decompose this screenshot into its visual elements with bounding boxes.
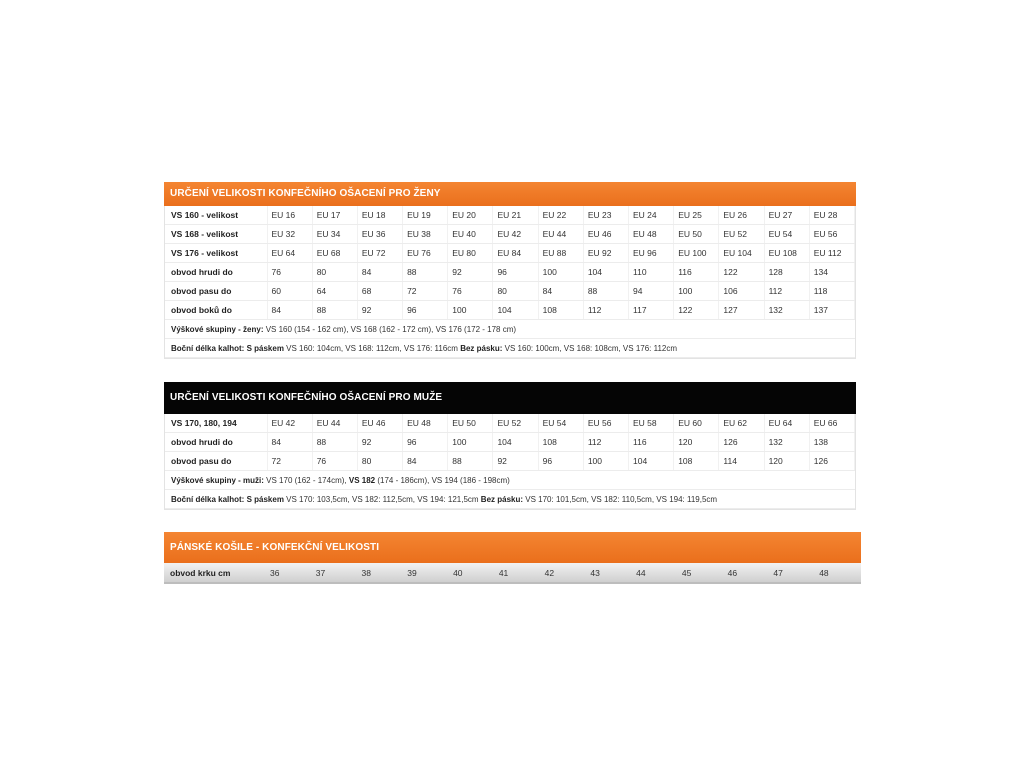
table-cell: 96: [403, 301, 448, 320]
women-table-row: [165, 301, 855, 320]
table-cell: EU 42: [493, 225, 538, 244]
table-cell: 84: [357, 263, 402, 282]
women-trousers-label-belt: Boční délka kalhot: S páskem: [171, 343, 284, 353]
men-trousers-length-row: [165, 490, 855, 509]
table-cell: 137: [809, 301, 854, 320]
table-cell: EU 54: [764, 225, 809, 244]
table-cell: 112: [583, 301, 628, 320]
table-cell: EU 48: [403, 414, 448, 433]
table-cell: 132: [764, 433, 809, 452]
table-cell: EU 104: [719, 244, 764, 263]
table-cell: EU 42: [267, 414, 312, 433]
table-cell: EU 100: [674, 244, 719, 263]
table-cell: 88: [583, 282, 628, 301]
men-height-groups-text2: (174 - 186cm), VS 194 (186 - 198cm): [375, 475, 510, 485]
table-cell: EU 34: [312, 225, 357, 244]
women-trousers-label-nobelt: Bez pásku:: [460, 343, 503, 353]
table-cell: EU 92: [583, 244, 628, 263]
men-height-groups-text1: VS 170 (162 - 174cm),: [263, 475, 349, 485]
row-label: VS 160 - velikost: [165, 206, 267, 225]
table-cell: EU 64: [267, 244, 312, 263]
table-cell: EU 22: [538, 206, 583, 225]
table-cell: 88: [448, 452, 493, 471]
table-cell: 116: [629, 433, 674, 452]
table-cell: EU 19: [403, 206, 448, 225]
women-table-row: [165, 244, 855, 263]
table-cell: 60: [267, 282, 312, 301]
table-cell: EU 36: [357, 225, 402, 244]
women-trousers-length-row: [165, 339, 855, 358]
table-cell: EU 84: [493, 244, 538, 263]
women-height-groups-label: Výškové skupiny - ženy:: [171, 324, 264, 334]
table-cell: EU 46: [357, 414, 402, 433]
men-trousers-text-belt: VS 170: 103,5cm, VS 182: 112,5cm, VS 194: 121,5cm: [283, 494, 481, 504]
table-cell: 46: [724, 563, 770, 583]
table-cell: 122: [719, 263, 764, 282]
table-cell: 134: [809, 263, 854, 282]
women-table-row: [165, 206, 855, 225]
table-cell: EU 52: [493, 414, 538, 433]
table-cell: EU 68: [312, 244, 357, 263]
men-trousers-label-belt: Boční délka kalhot: S páskem: [171, 494, 284, 504]
table-cell: 88: [312, 301, 357, 320]
table-cell: 45: [678, 563, 724, 583]
table-cell: EU 80: [448, 244, 493, 263]
women-height-groups-row: [165, 320, 855, 339]
table-cell: EU 46: [583, 225, 628, 244]
table-cell: EU 44: [538, 225, 583, 244]
row-label: VS 168 - velikost: [165, 225, 267, 244]
table-cell: EU 32: [267, 225, 312, 244]
table-cell: 104: [493, 433, 538, 452]
table-cell: 76: [312, 452, 357, 471]
table-cell: 48: [815, 563, 861, 583]
table-cell: EU 50: [674, 225, 719, 244]
table-cell: EU 17: [312, 206, 357, 225]
table-cell: EU 23: [583, 206, 628, 225]
table-cell: EU 27: [764, 206, 809, 225]
table-cell: 110: [629, 263, 674, 282]
row-label: VS 170, 180, 194: [165, 414, 267, 433]
table-cell: 96: [493, 263, 538, 282]
table-cell: EU 88: [538, 244, 583, 263]
table-cell: 100: [674, 282, 719, 301]
table-cell: 80: [312, 263, 357, 282]
table-cell: EU 20: [448, 206, 493, 225]
men-size-table: [165, 414, 855, 509]
men-table-row: [165, 433, 855, 452]
table-cell: 84: [267, 301, 312, 320]
table-cell: 126: [809, 452, 854, 471]
table-cell: 118: [809, 282, 854, 301]
table-cell: 122: [674, 301, 719, 320]
men-height-groups-label: Výškové skupiny - muži:: [171, 475, 264, 485]
men-height-groups-row: [165, 471, 855, 490]
table-cell: 68: [357, 282, 402, 301]
table-cell: 128: [764, 263, 809, 282]
table-cell: 44: [632, 563, 678, 583]
table-cell: 37: [312, 563, 358, 583]
table-cell: 112: [583, 433, 628, 452]
table-cell: 127: [719, 301, 764, 320]
table-cell: 132: [764, 301, 809, 320]
table-cell: 43: [586, 563, 632, 583]
table-cell: 94: [629, 282, 674, 301]
table-cell: 41: [495, 563, 541, 583]
table-cell: 100: [448, 433, 493, 452]
table-cell: EU 96: [629, 244, 674, 263]
table-cell: EU 44: [312, 414, 357, 433]
table-cell: EU 76: [403, 244, 448, 263]
table-cell: 104: [629, 452, 674, 471]
men-height-groups-bold: VS 182: [348, 475, 376, 485]
table-cell: 138: [809, 433, 854, 452]
table-cell: EU 62: [719, 414, 764, 433]
table-cell: EU 48: [629, 225, 674, 244]
table-cell: 116: [674, 263, 719, 282]
shirt-section-title: PÁNSKÉ KOŠILE - KONFEKČNÍ VELIKOSTI: [164, 532, 861, 563]
women-trousers-text-belt: VS 160: 104cm, VS 168: 112cm, VS 176: 116cm: [283, 343, 461, 353]
table-cell: 84: [538, 282, 583, 301]
table-cell: 40: [449, 563, 495, 583]
table-cell: EU 50: [448, 414, 493, 433]
table-cell: 76: [267, 263, 312, 282]
row-label: VS 176 - velikost: [165, 244, 267, 263]
table-cell: EU 26: [719, 206, 764, 225]
table-cell: EU 18: [357, 206, 402, 225]
women-table-row: [165, 282, 855, 301]
table-cell: EU 16: [267, 206, 312, 225]
table-cell: 36: [266, 563, 312, 583]
table-cell: EU 72: [357, 244, 402, 263]
men-table-row: [165, 414, 855, 433]
table-cell: 96: [403, 433, 448, 452]
table-cell: 120: [674, 433, 719, 452]
men-trousers-text-nobelt: VS 170: 101,5cm, VS 182: 110,5cm, VS 194: 119,5cm: [523, 494, 718, 504]
table-cell: EU 52: [719, 225, 764, 244]
table-cell: EU 28: [809, 206, 854, 225]
women-size-section: [164, 182, 856, 359]
table-cell: 76: [448, 282, 493, 301]
women-trousers-text-nobelt: VS 160: 100cm, VS 168: 108cm, VS 176: 112cm: [502, 343, 678, 353]
table-cell: 117: [629, 301, 674, 320]
men-section-title: URČENÍ VELIKOSTI KONFEČNÍHO OŠACENÍ PRO MUŽE: [164, 382, 856, 414]
men-table-row: [165, 452, 855, 471]
men-trousers-label-nobelt: Bez pásku:: [480, 494, 524, 504]
row-label: obvod pasu do: [165, 282, 267, 301]
table-cell: 84: [267, 433, 312, 452]
row-label: obvod hrudi do: [165, 263, 267, 282]
table-cell: 42: [541, 563, 587, 583]
table-cell: 72: [403, 282, 448, 301]
table-cell: 92: [493, 452, 538, 471]
table-cell: EU 24: [629, 206, 674, 225]
table-cell: EU 64: [764, 414, 809, 433]
table-cell: 92: [357, 301, 402, 320]
table-cell: 47: [769, 563, 815, 583]
table-cell: EU 58: [629, 414, 674, 433]
table-cell: EU 40: [448, 225, 493, 244]
row-label: obvod hrudi do: [165, 433, 267, 452]
table-cell: EU 54: [538, 414, 583, 433]
table-cell: 120: [764, 452, 809, 471]
table-cell: 96: [538, 452, 583, 471]
shirt-size-section: [164, 532, 861, 584]
table-cell: 80: [357, 452, 402, 471]
row-label: obvod boků do: [165, 301, 267, 320]
table-cell: 84: [403, 452, 448, 471]
table-cell: EU 56: [583, 414, 628, 433]
table-cell: EU 25: [674, 206, 719, 225]
table-cell: 88: [312, 433, 357, 452]
table-cell: 80: [493, 282, 538, 301]
table-cell: 64: [312, 282, 357, 301]
table-cell: EU 66: [809, 414, 854, 433]
table-cell: 38: [358, 563, 404, 583]
table-cell: 100: [538, 263, 583, 282]
table-cell: 114: [719, 452, 764, 471]
shirt-size-table: [164, 563, 861, 584]
men-size-section: [164, 382, 856, 510]
table-cell: 72: [267, 452, 312, 471]
table-cell: EU 38: [403, 225, 448, 244]
table-cell: 100: [448, 301, 493, 320]
table-cell: 92: [448, 263, 493, 282]
table-cell: EU 108: [764, 244, 809, 263]
table-cell: 104: [493, 301, 538, 320]
table-cell: 104: [583, 263, 628, 282]
table-cell: 106: [719, 282, 764, 301]
women-height-groups-text: VS 160 (154 - 162 cm), VS 168 (162 - 172 cm), VS 176 (172 - 178 cm): [263, 324, 517, 334]
table-cell: EU 21: [493, 206, 538, 225]
table-cell: EU 112: [809, 244, 854, 263]
table-cell: 108: [674, 452, 719, 471]
women-table-row: [165, 225, 855, 244]
table-cell: 39: [403, 563, 449, 583]
table-cell: 126: [719, 433, 764, 452]
table-cell: 108: [538, 301, 583, 320]
table-cell: 92: [357, 433, 402, 452]
table-cell: EU 60: [674, 414, 719, 433]
table-cell: EU 56: [809, 225, 854, 244]
table-cell: 112: [764, 282, 809, 301]
row-label: obvod krku cm: [164, 563, 266, 583]
table-cell: 108: [538, 433, 583, 452]
table-cell: 100: [583, 452, 628, 471]
table-cell: 88: [403, 263, 448, 282]
women-size-table: [165, 206, 855, 358]
shirt-table-row: [164, 563, 861, 583]
women-section-title: URČENÍ VELIKOSTI KONFEČNÍHO OŠACENÍ PRO ŽENY: [164, 182, 856, 206]
women-table-row: [165, 263, 855, 282]
row-label: obvod pasu do: [165, 452, 267, 471]
